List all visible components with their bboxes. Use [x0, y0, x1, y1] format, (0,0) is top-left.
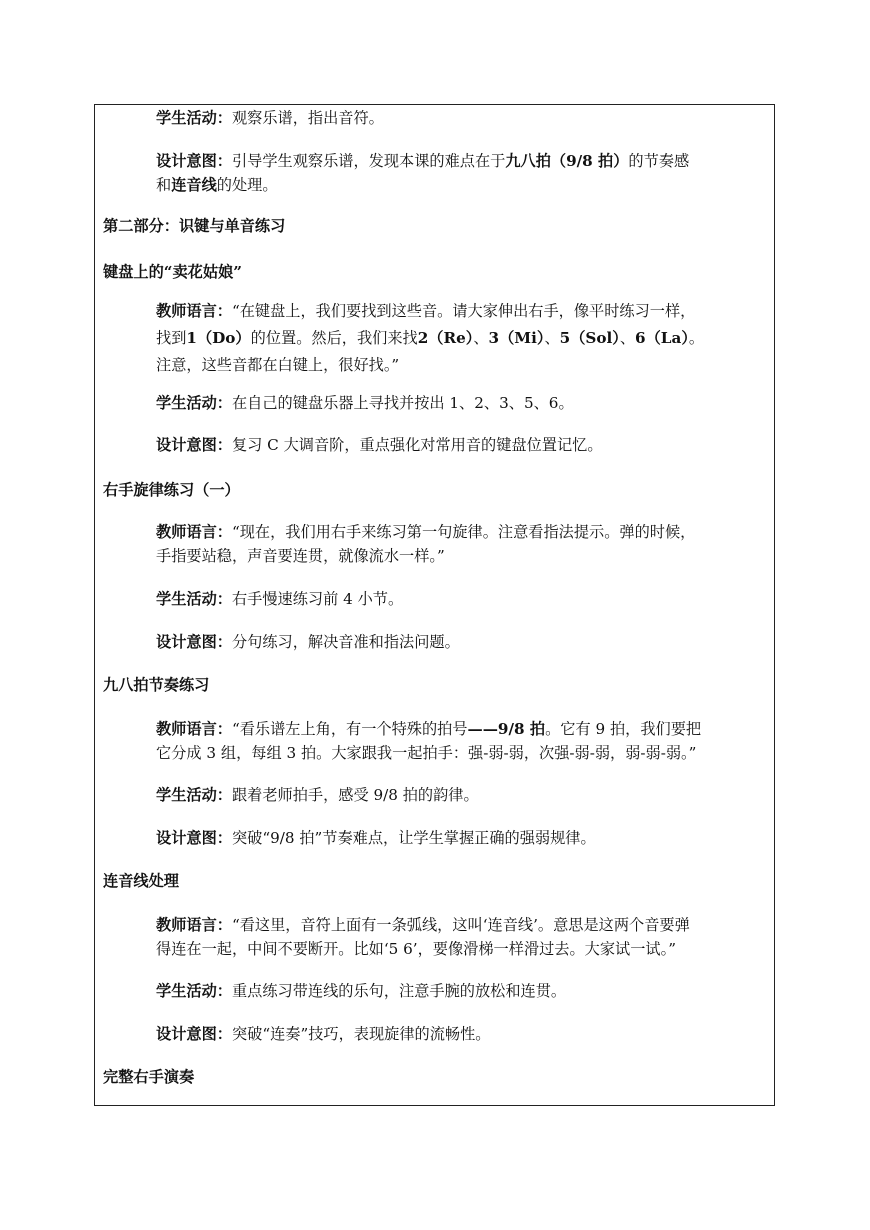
subheading-slur: 连音线处理 [103, 872, 179, 890]
student-activity-keyboard: 学生活动：在自己的键盘乐器上寻找并按出 1、2、3、5、6。 [156, 394, 574, 412]
student-activity-slur: 学生活动：重点练习带连线的乐句，注意手腕的放松和连贯。 [156, 982, 567, 1000]
student-activity-melody: 学生活动：右手慢速练习前 4 小节。 [156, 590, 404, 608]
design-intent-melody: 设计意图：分句练习，解决音准和指法问题。 [156, 633, 460, 651]
subheading-melody: 右手旋律练习（一） [103, 481, 240, 499]
teacher-language-melody: 教师语言：“现在，我们用右手来练习第一句旋律。注意看指法提示。弹的时候， 手指要站稳，声音要连贯，就像流水一样。” [156, 523, 696, 565]
teacher-language-keyboard: 教师语言：“在键盘上，我们要找到这些音。请大家伸出右手，像平时练习一样， 找到1（Do）的位置。然后，我们来找2（Re）、3（Mi）、5（Sol）、6（La）。 注意，这些音都在白键上，很好找。” [156, 302, 705, 374]
student-activity-observe: 学生活动：观察乐谱，指出音符。 [156, 109, 384, 127]
section-heading-part2: 第二部分：识键与单音练习 [103, 217, 286, 235]
student-activity-rhythm: 学生活动：跟着老师拍手，感受 9/8 拍的韵律。 [156, 786, 479, 804]
subheading-full-performance: 完整右手演奏 [103, 1068, 195, 1086]
design-intent-keyboard: 设计意图：复习 C 大调音阶，重点强化对常用音的键盘位置记忆。 [156, 436, 603, 454]
design-intent-observe: 设计意图：引导学生观察乐谱，发现本课的难点在于九八拍（9/8 拍）的节奏感 和连音线的处理。 [156, 152, 690, 194]
design-intent-rhythm: 设计意图：突破“9/8 拍”节奏难点，让学生掌握正确的强弱规律。 [156, 829, 596, 847]
subheading-rhythm: 九八拍节奏练习 [103, 676, 210, 694]
teacher-language-slur: 教师语言：“看这里，音符上面有一条弧线，这叫‘连音线’。意思是这两个音要弹 得连在一起，中间不要断开。比如‘5 6’，要像滑梯一样滑过去。大家试一试。” [156, 916, 690, 958]
design-intent-slur: 设计意图：突破“连奏”技巧，表现旋律的流畅性。 [156, 1025, 491, 1043]
subheading-keyboard: 键盘上的“卖花姑娘” [103, 263, 242, 281]
teacher-language-rhythm: 教师语言：“看乐谱左上角，有一个特殊的拍号——9/8 拍。它有 9 拍，我们要把 它分成 3 组，每组 3 拍。大家跟我一起拍手：强-弱-弱，次强-弱-弱，弱-弱-弱。” [156, 720, 702, 762]
